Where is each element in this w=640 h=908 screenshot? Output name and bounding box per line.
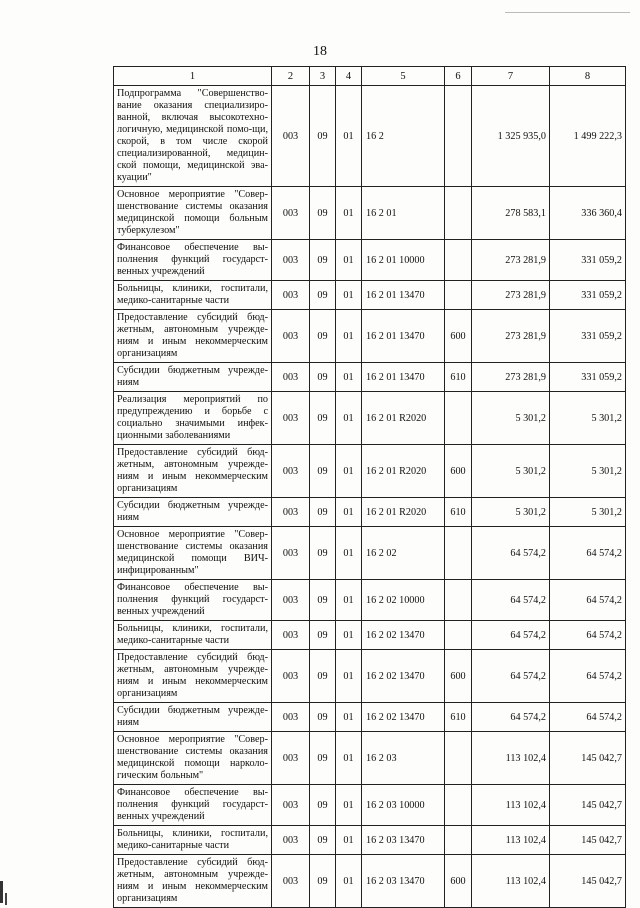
row-name-cell: Предоставление субсидий бюд-жетным, автономным учрежде-ниям и иным некоммерческим организациям <box>114 445 272 498</box>
row-name-cell: Больницы, клиники, госпитали, медико-санитарные части <box>114 621 272 650</box>
target-article-cell: 16 2 01 10000 <box>362 240 445 281</box>
row-name-cell: Больницы, клиники, госпитали, медико-санитарные части <box>114 826 272 855</box>
amount-year2-cell: 5 301,2 <box>550 445 626 498</box>
subsection-code-cell: 01 <box>336 527 362 580</box>
ministry-code-cell: 003 <box>272 826 310 855</box>
budget-table <box>113 66 626 908</box>
amount-year2-cell: 145 042,7 <box>550 732 626 785</box>
amount-year2-cell: 5 301,2 <box>550 392 626 445</box>
table-row <box>114 240 626 281</box>
expense-type-cell <box>445 732 472 785</box>
amount-year1-cell: 64 574,2 <box>472 650 550 703</box>
section-code-cell: 09 <box>310 281 336 310</box>
subsection-code-cell: 01 <box>336 240 362 281</box>
table-row <box>114 732 626 785</box>
amount-year1-cell: 273 281,9 <box>472 281 550 310</box>
section-code-cell: 09 <box>310 363 336 392</box>
section-code-cell: 09 <box>310 732 336 785</box>
target-article-cell: 16 2 01 13470 <box>362 310 445 363</box>
amount-year2-cell: 331 059,2 <box>550 363 626 392</box>
ministry-code-cell: 003 <box>272 240 310 281</box>
table-row <box>114 498 626 527</box>
amount-year1-cell: 5 301,2 <box>472 498 550 527</box>
row-name-cell: Субсидии бюджетным учрежде-ниям <box>114 363 272 392</box>
column-header-1: 1 <box>114 67 272 86</box>
target-article-cell: 16 2 01 13470 <box>362 363 445 392</box>
row-name-cell: Больницы, клиники, госпитали, медико-санитарные части <box>114 281 272 310</box>
amount-year2-cell: 331 059,2 <box>550 240 626 281</box>
expense-type-cell <box>445 785 472 826</box>
subsection-code-cell: 01 <box>336 187 362 240</box>
ministry-code-cell: 003 <box>272 703 310 732</box>
target-article-cell: 16 2 02 <box>362 527 445 580</box>
expense-type-cell: 600 <box>445 310 472 363</box>
amount-year2-cell: 145 042,7 <box>550 855 626 908</box>
header-row <box>114 67 626 86</box>
amount-year2-cell: 64 574,2 <box>550 580 626 621</box>
subsection-code-cell: 01 <box>336 498 362 527</box>
section-code-cell: 09 <box>310 826 336 855</box>
column-header-5: 5 <box>362 67 445 86</box>
column-header-4: 4 <box>336 67 362 86</box>
target-article-cell: 16 2 01 R2020 <box>362 392 445 445</box>
row-name-cell: Основное мероприятие "Совер-шенствование системы оказания медицинской помощи ВИЧ-инфицированным" <box>114 527 272 580</box>
table-row <box>114 86 626 187</box>
row-name-cell: Подпрограмма "Совершенство-вание оказания специализиро-ванной, включая высокотехно-логичную, медицинской помо-щи, скорой, в том числе скорой специализированной, медицин-ской помощи, медицинской эва-куации" <box>114 86 272 187</box>
amount-year1-cell: 64 574,2 <box>472 580 550 621</box>
expense-type-cell: 610 <box>445 498 472 527</box>
amount-year2-cell: 64 574,2 <box>550 621 626 650</box>
row-name-cell: Основное мероприятие "Совер-шенствование системы оказания медицинской помощи нарколо-гическим больным" <box>114 732 272 785</box>
target-article-cell: 16 2 02 10000 <box>362 580 445 621</box>
section-code-cell: 09 <box>310 703 336 732</box>
ministry-code-cell: 003 <box>272 855 310 908</box>
target-article-cell: 16 2 03 13470 <box>362 826 445 855</box>
amount-year2-cell: 64 574,2 <box>550 527 626 580</box>
amount-year2-cell: 145 042,7 <box>550 826 626 855</box>
expense-type-cell <box>445 826 472 855</box>
amount-year2-cell: 5 301,2 <box>550 498 626 527</box>
expense-type-cell <box>445 86 472 187</box>
subsection-code-cell: 01 <box>336 621 362 650</box>
amount-year1-cell: 64 574,2 <box>472 527 550 580</box>
ministry-code-cell: 003 <box>272 363 310 392</box>
amount-year1-cell: 278 583,1 <box>472 187 550 240</box>
ministry-code-cell: 003 <box>272 785 310 826</box>
subsection-code-cell: 01 <box>336 445 362 498</box>
row-name-cell: Предоставление субсидий бюд-жетным, автономным учрежде-ниям и иным некоммерческим организациям <box>114 310 272 363</box>
amount-year2-cell: 64 574,2 <box>550 650 626 703</box>
scan-edge-line <box>505 12 630 13</box>
target-article-cell: 16 2 <box>362 86 445 187</box>
row-name-cell: Субсидии бюджетным учрежде-ниям <box>114 703 272 732</box>
table-body <box>114 86 626 908</box>
row-name-cell: Предоставление субсидий бюд-жетным, автономным учрежде-ниям и иным некоммерческим организациям <box>114 855 272 908</box>
section-code-cell: 09 <box>310 240 336 281</box>
section-code-cell: 09 <box>310 445 336 498</box>
ministry-code-cell: 003 <box>272 621 310 650</box>
amount-year1-cell: 113 102,4 <box>472 826 550 855</box>
row-name-cell: Предоставление субсидий бюд-жетным, автономным учрежде-ниям и иным некоммерческим организациям <box>114 650 272 703</box>
ministry-code-cell: 003 <box>272 86 310 187</box>
subsection-code-cell: 01 <box>336 86 362 187</box>
section-code-cell: 09 <box>310 187 336 240</box>
subsection-code-cell: 01 <box>336 703 362 732</box>
subsection-code-cell: 01 <box>336 855 362 908</box>
table-row <box>114 363 626 392</box>
amount-year1-cell: 113 102,4 <box>472 732 550 785</box>
expense-type-cell <box>445 187 472 240</box>
amount-year1-cell: 1 325 935,0 <box>472 86 550 187</box>
subsection-code-cell: 01 <box>336 310 362 363</box>
expense-type-cell <box>445 392 472 445</box>
target-article-cell: 16 2 02 13470 <box>362 650 445 703</box>
target-article-cell: 16 2 01 13470 <box>362 281 445 310</box>
target-article-cell: 16 2 02 13470 <box>362 703 445 732</box>
expense-type-cell <box>445 621 472 650</box>
target-article-cell: 16 2 03 10000 <box>362 785 445 826</box>
subsection-code-cell: 01 <box>336 363 362 392</box>
table-row <box>114 785 626 826</box>
expense-type-cell <box>445 240 472 281</box>
table-row <box>114 703 626 732</box>
section-code-cell: 09 <box>310 527 336 580</box>
expense-type-cell <box>445 281 472 310</box>
subsection-code-cell: 01 <box>336 650 362 703</box>
expense-type-cell: 600 <box>445 445 472 498</box>
table-row <box>114 445 626 498</box>
table-row <box>114 650 626 703</box>
subsection-code-cell: 01 <box>336 281 362 310</box>
section-code-cell: 09 <box>310 650 336 703</box>
subsection-code-cell: 01 <box>336 785 362 826</box>
column-header-2: 2 <box>272 67 310 86</box>
table-row <box>114 187 626 240</box>
amount-year1-cell: 64 574,2 <box>472 703 550 732</box>
table-row <box>114 855 626 908</box>
amount-year1-cell: 273 281,9 <box>472 363 550 392</box>
amount-year1-cell: 64 574,2 <box>472 621 550 650</box>
ministry-code-cell: 003 <box>272 650 310 703</box>
section-code-cell: 09 <box>310 580 336 621</box>
section-code-cell: 09 <box>310 392 336 445</box>
section-code-cell: 09 <box>310 855 336 908</box>
expense-type-cell: 600 <box>445 855 472 908</box>
amount-year2-cell: 1 499 222,3 <box>550 86 626 187</box>
target-article-cell: 16 2 03 13470 <box>362 855 445 908</box>
ministry-code-cell: 003 <box>272 310 310 363</box>
ministry-code-cell: 003 <box>272 281 310 310</box>
column-header-8: 8 <box>550 67 626 86</box>
ministry-code-cell: 003 <box>272 732 310 785</box>
table-row <box>114 621 626 650</box>
target-article-cell: 16 2 02 13470 <box>362 621 445 650</box>
ministry-code-cell: 003 <box>272 498 310 527</box>
section-code-cell: 09 <box>310 621 336 650</box>
section-code-cell: 09 <box>310 310 336 363</box>
row-name-cell: Финансовое обеспечение вы-полнения функций государст-венных учреждений <box>114 240 272 281</box>
subsection-code-cell: 01 <box>336 392 362 445</box>
expense-type-cell <box>445 580 472 621</box>
amount-year2-cell: 145 042,7 <box>550 785 626 826</box>
amount-year2-cell: 331 059,2 <box>550 310 626 363</box>
row-name-cell: Финансовое обеспечение вы-полнения функций государст-венных учреждений <box>114 580 272 621</box>
column-header-6: 6 <box>445 67 472 86</box>
binding-mark-small <box>5 893 13 905</box>
amount-year1-cell: 273 281,9 <box>472 240 550 281</box>
table-row <box>114 527 626 580</box>
target-article-cell: 16 2 01 R2020 <box>362 445 445 498</box>
amount-year1-cell: 113 102,4 <box>472 785 550 826</box>
expense-type-cell: 610 <box>445 363 472 392</box>
section-code-cell: 09 <box>310 86 336 187</box>
table-row <box>114 392 626 445</box>
column-header-7: 7 <box>472 67 550 86</box>
amount-year1-cell: 5 301,2 <box>472 392 550 445</box>
ministry-code-cell: 003 <box>272 392 310 445</box>
column-header-3: 3 <box>310 67 336 86</box>
ministry-code-cell: 003 <box>272 445 310 498</box>
ministry-code-cell: 003 <box>272 527 310 580</box>
row-name-cell: Реализация мероприятий по предупреждению и борьбе с социально значимыми инфек-ционными заболеваниями <box>114 392 272 445</box>
target-article-cell: 16 2 01 R2020 <box>362 498 445 527</box>
expense-type-cell <box>445 527 472 580</box>
amount-year1-cell: 113 102,4 <box>472 855 550 908</box>
expense-type-cell: 600 <box>445 650 472 703</box>
expense-type-cell: 610 <box>445 703 472 732</box>
ministry-code-cell: 003 <box>272 580 310 621</box>
table-row <box>114 580 626 621</box>
table-row <box>114 826 626 855</box>
table-row <box>114 310 626 363</box>
amount-year2-cell: 64 574,2 <box>550 703 626 732</box>
target-article-cell: 16 2 03 <box>362 732 445 785</box>
subsection-code-cell: 01 <box>336 826 362 855</box>
section-code-cell: 09 <box>310 785 336 826</box>
ministry-code-cell: 003 <box>272 187 310 240</box>
subsection-code-cell: 01 <box>336 580 362 621</box>
row-name-cell: Основное мероприятие "Совер-шенствование системы оказания медицинской помощи больным туберкулезом" <box>114 187 272 240</box>
amount-year2-cell: 336 360,4 <box>550 187 626 240</box>
row-name-cell: Субсидии бюджетным учрежде-ниям <box>114 498 272 527</box>
row-name-cell: Финансовое обеспечение вы-полнения функций государст-венных учреждений <box>114 785 272 826</box>
page-number: 18 <box>313 44 327 59</box>
amount-year1-cell: 273 281,9 <box>472 310 550 363</box>
subsection-code-cell: 01 <box>336 732 362 785</box>
amount-year2-cell: 331 059,2 <box>550 281 626 310</box>
amount-year1-cell: 5 301,2 <box>472 445 550 498</box>
target-article-cell: 16 2 01 <box>362 187 445 240</box>
table-row <box>114 281 626 310</box>
section-code-cell: 09 <box>310 498 336 527</box>
